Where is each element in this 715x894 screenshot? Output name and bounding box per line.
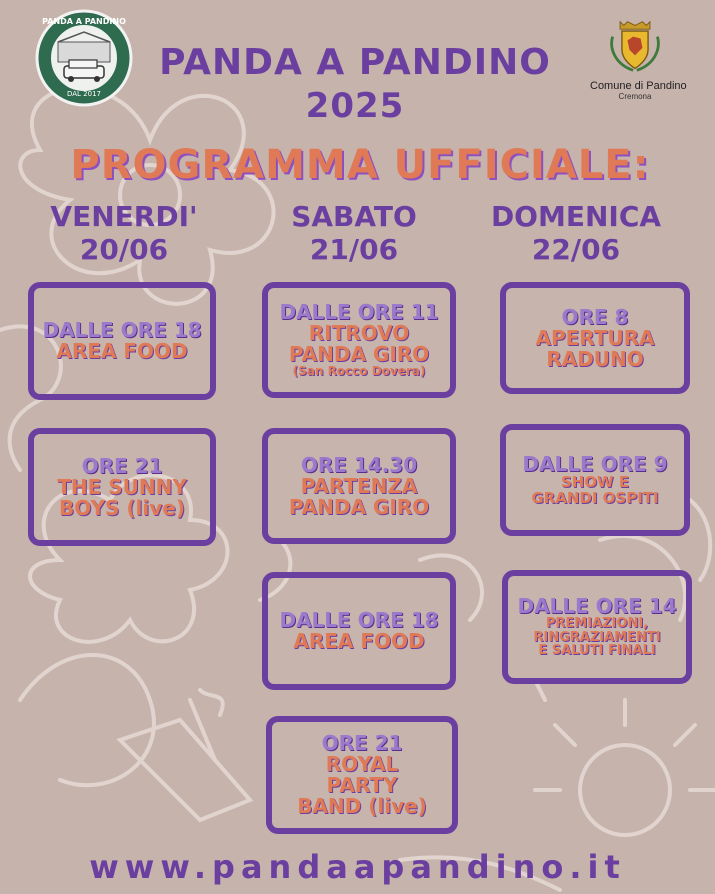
coat-of-arms-icon (607, 18, 663, 74)
event-line: ROYAL (325, 752, 399, 776)
event-line: SHOW E (560, 472, 630, 491)
event-line: PARTY (326, 773, 398, 797)
event-card (266, 716, 458, 834)
event-year: 2025 (305, 86, 405, 126)
event-card (262, 428, 456, 544)
event-line: BOYS (live) (59, 495, 185, 520)
event-line: BAND (live) (297, 794, 427, 818)
event-line: PARTENZA (300, 473, 418, 498)
event-time: ORE 8 (561, 304, 629, 329)
event-time: ORE 14.30 (300, 452, 418, 477)
event-time: DALLE ORE 11 (279, 300, 439, 325)
day-date: 20/06 (79, 233, 169, 266)
comune-logo (590, 18, 687, 108)
event-line: AREA FOOD (293, 629, 425, 653)
day-date: 22/06 (531, 233, 621, 266)
event-card (502, 570, 692, 684)
event-title: PANDA A PANDINO (159, 42, 551, 83)
panda-a-pandino-logo (34, 8, 134, 108)
event-line: PREMIAZIONI, (545, 616, 649, 632)
event-card (500, 424, 690, 536)
event-card (28, 282, 216, 400)
event-line: THE SUNNY (57, 474, 187, 499)
day-header-sunday (476, 200, 676, 266)
program-title: PROGRAMMA UFFICIALE: (70, 142, 650, 188)
website-link[interactable]: www.pandaapandino.it (89, 848, 626, 886)
event-line: APERTURA (535, 325, 655, 350)
event-line: AREA FOOD (56, 339, 188, 363)
event-time: DALLE ORE 9 (522, 451, 668, 476)
logo-top-text: PANDA A PANDINO (42, 17, 126, 26)
event-line: RADUNO (546, 346, 644, 371)
event-time: DALLE ORE 18 (42, 318, 202, 342)
event-time: DALLE ORE 14 (517, 594, 677, 619)
event-time: ORE 21 (81, 453, 163, 478)
day-name: VENERDI' (50, 200, 198, 233)
comune-name: Comune di Pandino (590, 80, 687, 92)
event-card (262, 572, 456, 690)
event-line: E SALUTI FINALI (538, 643, 656, 659)
event-card (262, 282, 456, 398)
logo-bottom-text: DAL 2017 (67, 90, 101, 98)
comune-subtitle: Cremona (618, 92, 652, 101)
day-header-saturday (254, 200, 454, 266)
event-note: (San Rocco Dovera) (292, 364, 426, 379)
event-line: PANDA GIRO (288, 494, 430, 519)
event-time: DALLE ORE 18 (279, 608, 439, 632)
day-name: DOMENICA (490, 200, 662, 233)
day-header-friday (24, 200, 224, 266)
event-line: PANDA GIRO (288, 342, 430, 367)
day-date: 21/06 (309, 233, 399, 266)
event-card (500, 282, 690, 394)
event-line: GRANDI OSPITI (531, 488, 659, 507)
event-time: ORE 21 (321, 731, 403, 755)
event-card (28, 428, 216, 546)
event-line: RITROVO (308, 321, 410, 346)
day-name: SABATO (291, 200, 417, 233)
event-line: RINGRAZIAMENTI (533, 629, 661, 645)
